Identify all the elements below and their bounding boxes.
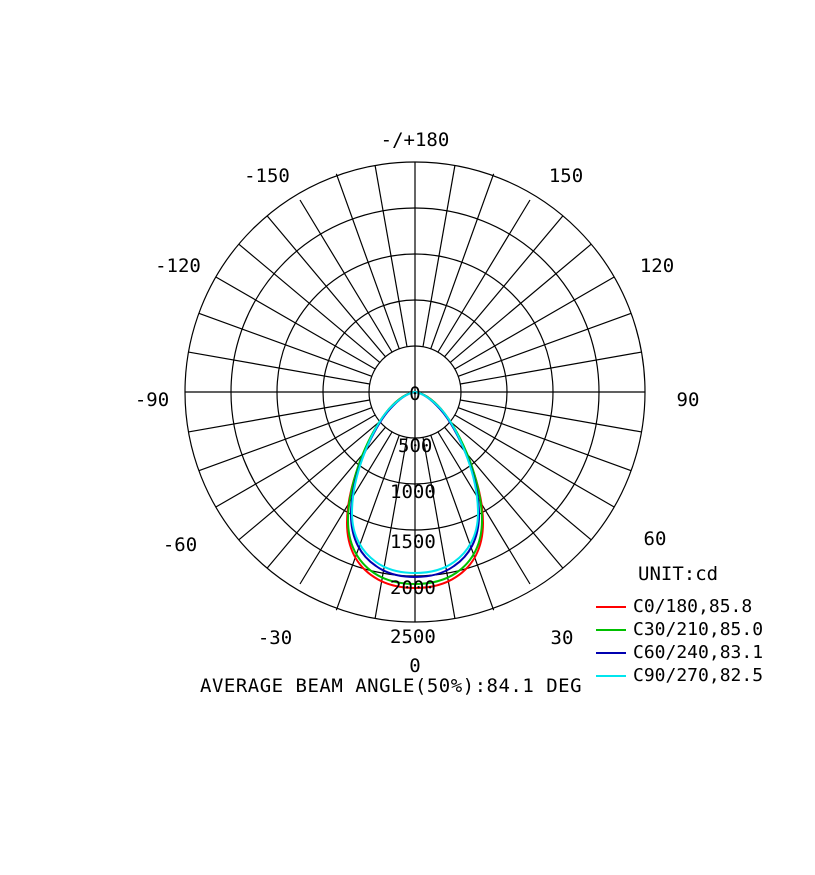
angle-label-180: -/+180 [380,129,450,151]
angle-label-30: 30 [550,627,574,649]
legend-swatch-c0 [596,606,626,608]
legend-label-c0: C0/180,85.8 [633,596,753,617]
angle-label-60: 60 [643,528,667,550]
angle-label-minus60: -60 [162,534,198,556]
legend-unit-label: UNIT:cd [638,563,719,585]
legend-swatch-c30 [596,629,626,631]
angle-label-minus120: -120 [155,255,201,277]
ring-label-1500: 1500 [390,531,436,553]
angle-label-center-top: 0 [409,383,421,405]
legend-label-c30: C30/210,85.0 [633,619,764,640]
angle-label-minus30: -30 [257,627,293,649]
angle-label-90: 90 [676,389,700,411]
ring-label-2500: 2500 [390,626,436,648]
legend-swatch-c90 [596,675,626,677]
angle-label-120: 120 [639,255,675,277]
angle-label-minus150: -150 [244,165,290,187]
beam-angle-caption: AVERAGE BEAM ANGLE(50%):84.1 DEG [200,675,583,697]
legend-item-c90 [596,664,806,687]
legend-swatch-c60 [596,652,626,654]
legend [596,563,806,687]
ring-label-500: 500 [398,435,433,457]
legend-label-c90: C90/270,82.5 [633,665,764,686]
angle-label-minus90: -90 [134,389,170,411]
angle-label-150: 150 [548,165,584,187]
angle-label-center-bottom: 0 [409,655,421,677]
ring-label-1000: 1000 [390,481,436,503]
legend-item-c30 [596,618,806,641]
legend-item-c0 [596,595,806,618]
legend-item-c60 [596,641,806,664]
ring-label-2000: 2000 [390,577,436,599]
legend-label-c60: C60/240,83.1 [633,642,764,663]
